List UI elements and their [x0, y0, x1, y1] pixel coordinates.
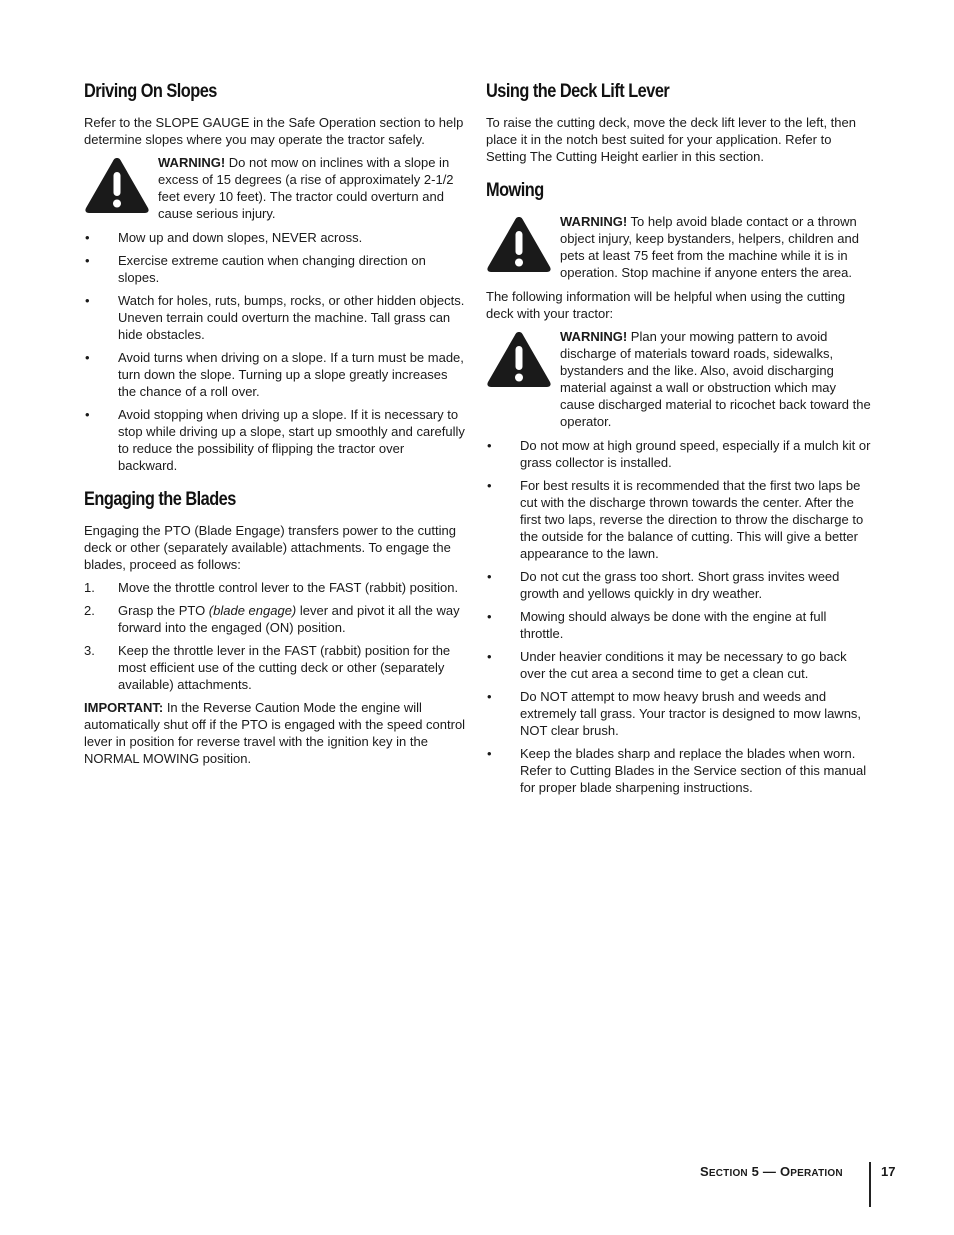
list-item [486, 648, 872, 682]
important-label: IMPORTANT: [84, 700, 164, 715]
list-item-text: Do NOT attempt to mow heavy brush and weeds and extremely tall grass. Your tractor is designed to mow lawns, NOT clear brush. [520, 689, 862, 738]
page-number: 17 [881, 1164, 896, 1179]
heading-mowing: Mowing [486, 180, 544, 201]
footer-divider [869, 1162, 871, 1207]
bullet-mark: • [85, 407, 90, 422]
step-number: 3. [84, 643, 95, 658]
deck-lift-text: To raise the cutting deck, move the deck lift lever to the left, then place it in the notch best suited for your application. Refer to Setting The Cutting Height earlier in this section. [486, 115, 856, 164]
warning-body: Do not mow on inclines with a slope in excess of 15 degrees (a rise of approximately 2-1/2 feet every 10 feet). The tractor could overturn and cause serious injury. [158, 155, 454, 221]
warning-triangle-icon [486, 330, 552, 388]
footer-peration: PERATION [790, 1168, 843, 1179]
mowing-intro: The following information will be helpful when using the cutting deck with your tractor: [486, 289, 846, 321]
list-item-text: Mowing should always be done with the engine at full throttle. [520, 609, 827, 641]
list-item [84, 406, 466, 474]
bullet-mark: • [487, 689, 492, 704]
list-item [486, 608, 872, 642]
bullet-mark: • [85, 293, 90, 308]
warning-blade-contact [486, 213, 872, 281]
warning-blade-contact-text [560, 213, 872, 281]
bullet-mark: • [487, 649, 492, 664]
list-item [84, 349, 466, 400]
list-item [84, 579, 466, 596]
driving-intro: Refer to the SLOPE GAUGE in the Safe Operation section to help determine slopes where you may operate the tractor safely. [84, 115, 464, 147]
heading-driving-on-slopes: Driving On Slopes [84, 81, 217, 102]
warning-body: Plan your mowing pattern to avoid discharge of materials toward roads, sidewalks, bystanders and the like. Also, avoid discharging material against a wall or obstruction which may cause discharged material to ricochet back toward the operator. [560, 329, 871, 429]
right-column [486, 78, 872, 802]
list-item [486, 437, 872, 471]
bullet-mark: • [85, 350, 90, 365]
warning-label: WARNING! [560, 214, 628, 229]
list-item-text: Under heavier conditions it may be necessary to go back over the cut area a second time to get a clean cut. [520, 649, 847, 681]
heading-using-the-deck-lift-lever: Using the Deck Lift Lever [486, 81, 670, 102]
list-item [84, 602, 466, 636]
mowing-bullet-list [486, 437, 872, 796]
list-item-text: Keep the blades sharp and replace the blades when worn. Refer to Cutting Blades in the Service section of this manual for proper blade sharpening instructions. [520, 746, 867, 795]
footer-ection: ECTION [708, 1168, 748, 1179]
list-item-text: Exercise extreme caution when changing direction on slopes. [118, 253, 426, 285]
list-item-text: Mow up and down slopes, NEVER across. [118, 230, 363, 245]
engage-steps-list [84, 579, 466, 693]
important-body: In the Reverse Caution Mode the engine will automatically shut off if the PTO is engaged with the speed control lever in position for reverse travel with the ignition key in the NORMAL MOWING position. [84, 700, 466, 766]
warning-triangle-icon [486, 215, 552, 273]
list-item [486, 688, 872, 739]
step-text-emphasis: (blade engage) [208, 603, 297, 618]
warning-slopes-text [158, 154, 466, 222]
left-column [84, 78, 466, 773]
step-text: Move the throttle control lever to the FAST (rabbit) position. [118, 580, 459, 595]
bullet-mark: • [487, 438, 492, 453]
list-item [84, 292, 466, 343]
warning-label: WARNING! [560, 329, 628, 344]
list-item [84, 229, 466, 246]
list-item [486, 477, 872, 562]
list-item-text: Watch for holes, ruts, bumps, rocks, or other hidden objects. Uneven terrain could overturn the machine. Tall grass can hide obstacles. [118, 293, 465, 342]
bullet-mark: • [85, 230, 90, 245]
step-number: 1. [84, 580, 95, 595]
warning-slopes [84, 154, 466, 222]
bullet-mark: • [487, 609, 492, 624]
slope-bullet-list [84, 229, 466, 474]
footer-s: S [700, 1164, 709, 1179]
bullet-mark: • [487, 746, 492, 761]
list-item-text: Avoid stopping when driving up a slope. If it is necessary to stop while driving up a slope, start up smoothly and carefully to reduce the possibility of flipping the tractor over backward. [118, 407, 465, 473]
step-number: 2. [84, 603, 95, 618]
bullet-mark: • [487, 478, 492, 493]
warning-triangle-icon [84, 156, 150, 214]
step-text-pre: Grasp the PTO [118, 603, 209, 618]
footer-section-label [700, 1163, 843, 1182]
footer-mid: 5 — [747, 1164, 780, 1179]
list-item [84, 642, 466, 693]
list-item [486, 568, 872, 602]
list-item-text: For best results it is recommended that the first two laps be cut with the discharge thrown towards the center. After the first two laps, reverse the direction to throw the discharge to the outside for the balance of cutting. This will give a better appearance to the lawn. [520, 478, 864, 561]
list-item-text: Avoid turns when driving on a slope. If a turn must be made, turn down the slope. Turning up a slope greatly increases the chance of a roll over. [118, 350, 464, 399]
heading-engaging-the-blades: Engaging the Blades [84, 489, 236, 510]
bullet-mark: • [85, 253, 90, 268]
footer-o: O [779, 1164, 791, 1179]
list-item [486, 745, 872, 796]
list-item [84, 252, 466, 286]
warning-discharge-text [560, 328, 872, 430]
warning-body: To help avoid blade contact or a thrown object injury, keep bystanders, helpers, children and pets at least 75 feet from the machine while it is in operation. Stop machine if anyone enters the area. [560, 214, 859, 280]
step-text: Keep the throttle lever in the FAST (rabbit) position for the most efficient use of the cutting deck or other (separately available) attachments. [118, 643, 451, 692]
engaging-intro: Engaging the PTO (Blade Engage) transfers power to the cutting deck or other (separately available) attachments. To engage the blades, proceed as follows: [84, 523, 456, 572]
list-item-text: Do not cut the grass too short. Short grass invites weed growth and yellows quickly in dry weather. [520, 569, 840, 601]
step-text-post: lever and pivot it all the way forward into the engaged (ON) position. [118, 603, 460, 635]
bullet-mark: • [487, 569, 492, 584]
warning-label: WARNING! [158, 155, 226, 170]
warning-discharge [486, 328, 872, 430]
important-note [84, 699, 466, 767]
list-item-text: Do not mow at high ground speed, especially if a mulch kit or grass collector is installed. [520, 438, 871, 470]
